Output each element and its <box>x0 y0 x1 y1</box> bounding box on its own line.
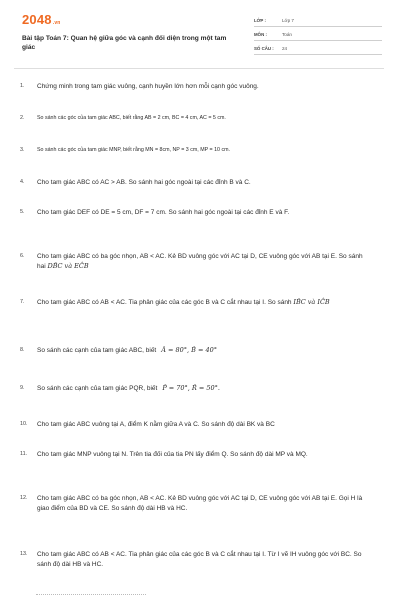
question-number: 7. <box>20 299 25 305</box>
logo-suffix: .vn <box>52 20 61 26</box>
question-number: 2. <box>20 115 25 121</box>
logo-text: 2048 <box>22 12 52 27</box>
question-math: IB̂C và IĈB <box>293 298 330 306</box>
meta-row-subject <box>254 28 382 41</box>
meta-value: Toán <box>282 31 292 37</box>
meta-value: Lớp 7 <box>282 17 294 23</box>
question-math: Â = 80°, B̂ = 40° <box>161 346 218 354</box>
question-text-main: Cho tam giác ABC có ba góc nhọn, AB < AC. Kẻ BD vuông góc với AC tại D, CE vuông góc với AB tại E. So sánh hai <box>37 253 363 270</box>
worksheet-meta <box>254 14 382 56</box>
question-text: Cho tam giác MNP vuông tại N. Trên tia đối của tia PN lấy điểm Q. So sánh độ dài MP và MQ. <box>37 451 308 458</box>
question-item <box>20 420 372 430</box>
meta-value: 24 <box>282 45 288 51</box>
question-number: 4. <box>20 179 25 185</box>
meta-row-class <box>254 14 382 27</box>
question-item <box>20 550 372 570</box>
question-item <box>20 450 372 460</box>
question-number: 11. <box>20 451 28 457</box>
question-text-main: Cho tam giác ABC có AB < AC. Tia phân giác của các góc B và C cắt nhau tại I. So sánh <box>37 299 292 306</box>
question-number: 8. <box>20 347 25 353</box>
question-text-main: So sánh các cạnh của tam giác PQR, biết <box>37 385 158 392</box>
meta-label: MÔN : <box>254 31 267 37</box>
meta-row-question-count <box>254 42 382 55</box>
question-number: 1. <box>20 83 25 89</box>
question-number: 5. <box>20 209 25 215</box>
question-math: P̂ = 70°, R̂ = 50°. <box>162 384 220 392</box>
meta-label: LỚP : <box>254 17 266 23</box>
question-item <box>20 146 372 156</box>
question-item <box>20 208 372 218</box>
worksheet-header <box>22 10 382 64</box>
question-item <box>20 384 372 394</box>
question-item <box>20 346 372 356</box>
site-logo[interactable] <box>22 12 61 27</box>
question-math: DB̂C và EĈB <box>47 261 89 270</box>
cut-off-next-question <box>36 594 146 597</box>
question-item <box>20 494 372 514</box>
question-text: Cho tam giác ABC có AC > AB. So sánh hai góc ngoài tại các đỉnh B và C. <box>37 179 251 186</box>
question-number: 10. <box>20 421 28 427</box>
question-number: 12. <box>20 495 28 501</box>
question-text: Cho tam giác ABC vuông tại A, điểm K nằm giữa A và C. So sánh độ dài BK và BC <box>37 421 275 428</box>
header-divider <box>14 68 384 69</box>
question-item <box>20 252 372 272</box>
question-item <box>20 298 372 308</box>
question-item <box>20 82 372 92</box>
worksheet-title: Bài tập Toán 7: Quan hệ giữa góc và cạnh đối diện trong một tam giác <box>22 35 227 51</box>
question-text: Cho tam giác ABC có ba góc nhọn, AB < AC. Kẻ BD vuông góc với AC tại D, CE vuông góc với AB tại E. Gọi H là giao điểm của BD và CE. So sánh độ dài HB và HC. <box>37 495 363 512</box>
question-text: Cho tam giác ABC có AB < AC. Tia phân giác của các góc B và C cắt nhau tại I. Từ I vẽ IH vuông góc với BC. So sánh độ dài HB và HC. <box>37 551 362 568</box>
question-text: Cho tam giác DEF có DE = 5 cm, DF = 7 cm. So sánh hai góc ngoài tại các đỉnh E và F. <box>37 209 290 216</box>
question-number: 3. <box>20 147 25 153</box>
question-item <box>20 114 372 124</box>
question-text: Chứng minh trong tam giác vuông, cạnh huyền lớn hơn mỗi cạnh góc vuông. <box>37 83 259 90</box>
question-number: 6. <box>20 253 25 259</box>
question-text <box>37 252 372 272</box>
meta-label: SỐ CÂU : <box>254 45 274 51</box>
question-text <box>37 298 372 308</box>
question-item <box>20 178 372 188</box>
question-text-main: So sánh các cạnh của tam giác ABC, biết <box>37 347 157 354</box>
question-number: 13. <box>20 551 28 557</box>
question-text: So sánh các góc của tam giác ABC, biết rằng AB = 2 cm, BC = 4 cm, AC = 5 cm. <box>37 115 226 121</box>
question-text <box>37 346 372 356</box>
question-text <box>37 384 372 394</box>
question-number: 9. <box>20 385 25 391</box>
question-text: So sánh các góc của tam giác MNP, biết rằng MN = 8cm, NP = 3 cm, MP = 10 cm. <box>37 147 230 153</box>
